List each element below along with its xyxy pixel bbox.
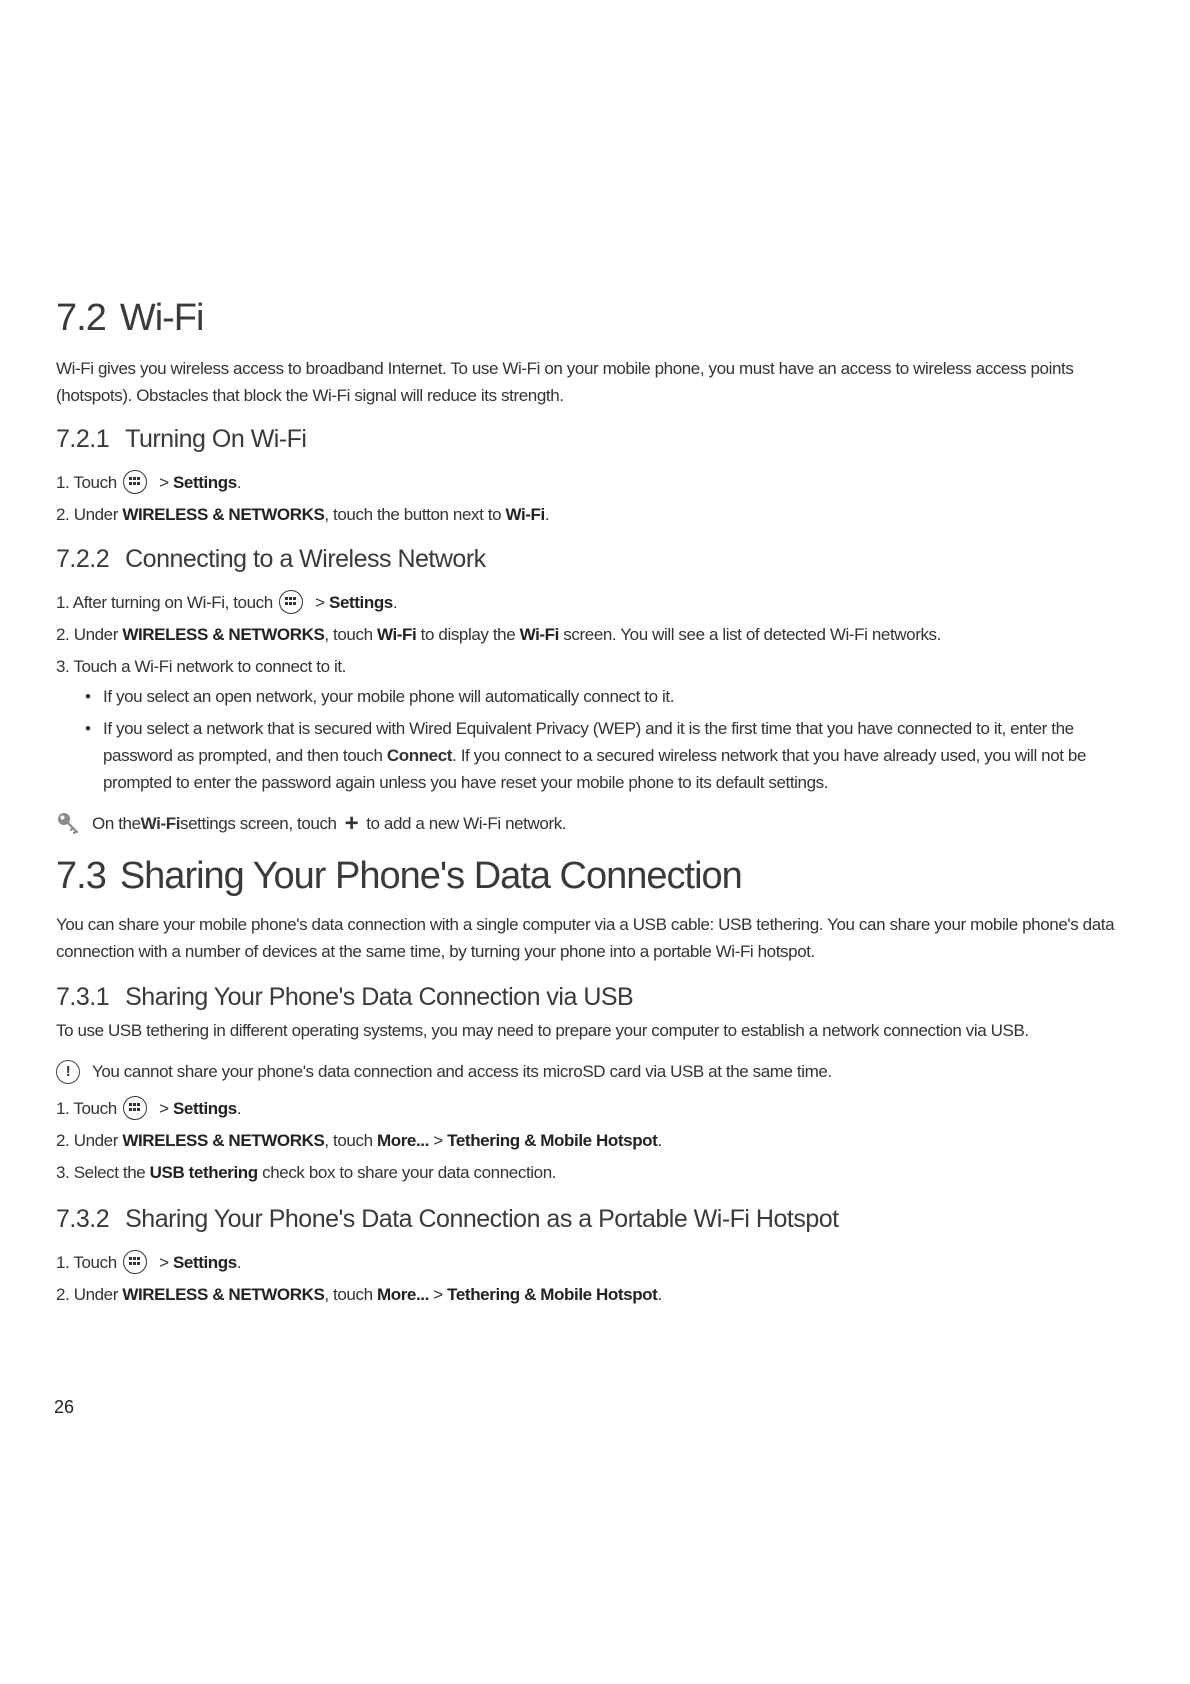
bullet-list [56,683,1146,796]
step-bold: WIRELESS & NETWORKS [122,625,325,644]
step-text: , touch [324,1285,377,1304]
menu-icon [123,1250,147,1274]
section-7-2-1-heading [56,423,1146,455]
section-number: 7.2.1 [56,425,110,453]
tip-key-icon [56,811,82,837]
step-text: . [236,1099,242,1118]
sharing-intro-paragraph: You can share your mobile phone's data connection with a single computer via a USB cable: USB tethering. You can share your mobile phone's data connection with a number of devices at the same time, by turning your phone into a portable Wi-Fi hotspot. [56,915,1115,961]
step-text: 1. Touch [56,1099,117,1118]
step-text: . [544,505,550,524]
bullet-text: . If you connect to a secured wireless network that you have already used, you will not be prompted to enter the password again unless you have reset your mobile phone to its default settings. [103,746,1087,792]
wifi-intro-paragraph: Wi-Fi gives you wireless access to broadband Internet. To use Wi-Fi on your mobile phone, you must have an access to wireless access points (hotspots). Obstacles that block the Wi-Fi signal will reduce its strength. [56,359,1074,405]
step-bold: More... [376,1131,429,1150]
step-text: . [657,1131,662,1150]
menu-icon [279,590,303,614]
step-bold: Tethering & Mobile Hotspot [447,1131,658,1150]
tip-text: to add a new Wi-Fi network. [366,814,567,833]
menu-icon [123,1096,147,1120]
step-text: . [236,1253,242,1272]
section-title: Sharing Your Phone's Data Connection [119,855,742,897]
step-text: 2. Under [56,1285,123,1304]
step-1 [56,1093,1146,1125]
page-content [56,295,1146,1311]
tip-text: settings screen, touch [180,814,337,833]
step-text: screen. You will see a list of detected Wi-Fi networks. [558,625,941,644]
section-title: Wi-Fi [119,297,204,339]
menu-icon [123,470,147,494]
usb-intro-paragraph: To use USB tethering in different operating systems, you may need to prepare your computer to establish a network connection via USB. [56,1021,1029,1040]
step-text: > [428,1285,448,1304]
section-7-3-heading [56,853,1146,899]
bullet-text: If you select a network that is secured with Wired Equivalent Privacy (WEP) and it is the first time that you have connected to it, enter the password as prompted, and then touch [103,719,1074,765]
section-title: Turning On Wi-Fi [125,425,307,453]
step-text: to display the [416,625,520,644]
section-number: 7.2 [56,297,106,339]
step-3: 3. Touch a Wi-Fi network to connect to it. [56,657,346,676]
warning-icon: ! [56,1060,80,1084]
bullet-item: • If you select an open network, your mobile phone will automatically connect to it. [103,683,1146,710]
step-bold: WIRELESS & NETWORKS [122,505,325,524]
step-3 [56,1157,1146,1189]
section-7-3-1-heading [56,981,1146,1013]
step-bold: Settings [329,593,393,612]
step-bold: WIRELESS & NETWORKS [122,1131,325,1150]
step-2 [56,619,1146,651]
step-text: 1. After turning on Wi-Fi, touch [56,593,273,612]
section-7-2-2-heading [56,543,1146,575]
step-text: , touch [324,1131,377,1150]
step-bold: Settings [172,1099,237,1118]
bullet-item [103,715,1146,796]
step-text: > [154,473,173,492]
step-text: 2. Under [56,1131,123,1150]
step-text: , touch [324,625,377,644]
step-text: > [154,1253,173,1272]
step-text: 3. Select the [56,1163,150,1182]
section-number: 7.3 [56,855,106,897]
step-bold: WIRELESS & NETWORKS [122,1285,325,1304]
step-text: . [657,1285,662,1304]
step-text: 2. Under [56,625,123,644]
step-text: 1. Touch [56,1253,117,1272]
step-text: , touch the button next to [324,505,506,524]
step-1 [56,587,1146,619]
warning-text: You cannot share your phone's data connection and access its microSD card via USB at the same time. [92,1062,832,1081]
section-number: 7.3.1 [56,983,110,1011]
step-text: . [236,473,242,492]
warning-note [56,1058,1146,1085]
step-text: 2. Under [56,505,123,524]
step-bold: Wi-Fi [519,625,559,644]
plus-icon: + [344,809,359,837]
step-bold: Wi-Fi [376,625,417,644]
step-2 [56,1279,1146,1311]
step-bold: Tethering & Mobile Hotspot [447,1285,658,1304]
step-text: check box to share your data connection. [257,1163,557,1182]
section-title: Connecting to a Wireless Network [125,545,486,573]
tip-note [56,810,1146,837]
step-bold: Wi-Fi [505,505,545,524]
tip-bold: Wi-Fi [140,814,181,833]
step-text: 1. Touch [56,473,117,492]
section-title: Sharing Your Phone's Data Connection as a Portable Wi-Fi Hotspot [125,1205,839,1233]
step-bold: Settings [172,1253,237,1272]
step-bold: Settings [172,473,237,492]
step-bold: USB tethering [149,1163,258,1182]
step-1 [56,1247,1146,1279]
section-7-3-2-heading [56,1203,1146,1235]
section-7-2-heading [56,295,1146,341]
section-number: 7.3.2 [56,1205,110,1233]
step-2 [56,499,1146,531]
step-text: > [428,1131,448,1150]
step-2 [56,1125,1146,1157]
section-title: Sharing Your Phone's Data Connection via USB [125,983,634,1011]
step-text: > [154,1099,173,1118]
section-number: 7.2.2 [56,545,110,573]
step-text: > [310,593,329,612]
tip-text: On the [92,814,141,833]
step-bold: More... [376,1285,429,1304]
step-text: . [392,593,398,612]
step-1 [56,467,1146,499]
bullet-bold: Connect [386,746,453,765]
page-number: 26 [54,1397,75,1417]
